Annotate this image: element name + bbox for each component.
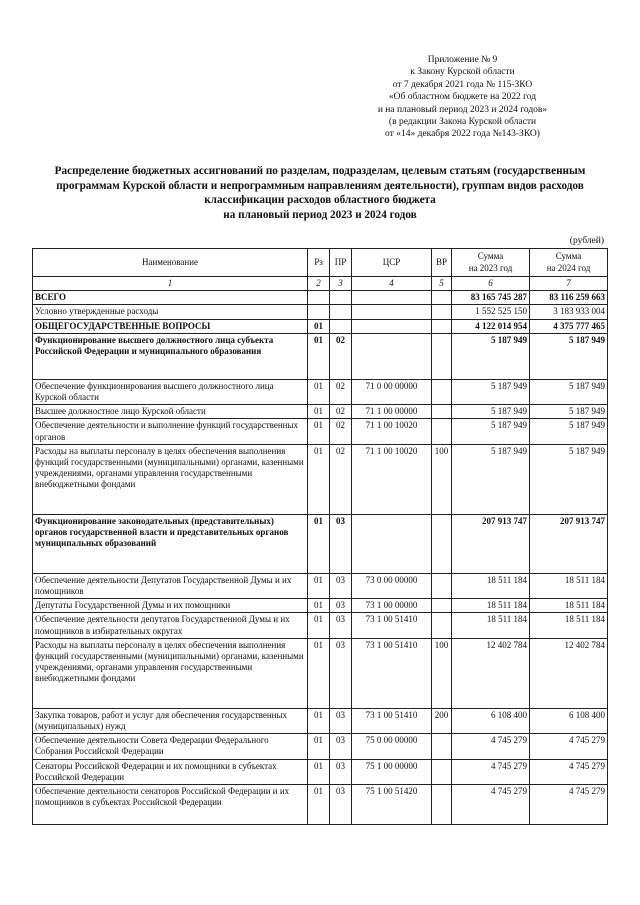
cell-rz — [308, 291, 330, 305]
cell-vr — [432, 319, 452, 333]
cell-pr: 02 — [330, 379, 352, 404]
table-row — [33, 734, 608, 759]
cell-sum-2023: 18 511 184 — [452, 613, 530, 638]
cell-pr: 03 — [330, 573, 352, 598]
table-row — [33, 573, 608, 598]
cell-sum-2023: 12 402 784 — [452, 638, 530, 708]
cell-sum-2024: 5 187 949 — [530, 419, 608, 444]
cell-sum-2023: 18 511 184 — [452, 573, 530, 598]
cell-name: Условно утвержденные расходы — [33, 305, 308, 319]
cell-rz: 01 — [308, 638, 330, 708]
cell-name: Депутаты Государственной Думы и их помощники — [33, 599, 308, 613]
cell-rz: 01 — [308, 708, 330, 733]
cell-csr: 71 0 00 00000 — [352, 379, 432, 404]
cell-vr — [432, 405, 452, 419]
index-cell: 4 — [352, 277, 432, 291]
table-row — [33, 638, 608, 708]
table-row — [33, 785, 608, 825]
index-cell: 5 — [432, 277, 452, 291]
header-csr: ЦСР — [352, 249, 432, 277]
budget-table — [32, 248, 608, 825]
cell-sum-2023: 1 552 525 150 — [452, 305, 530, 319]
cell-name: Расходы на выплаты персоналу в целях обеспечения выполнения функций государственными (муниципальными) органами, казенными учреждениями, органами управления государственными внебюджетными фондами — [33, 638, 308, 708]
appendix-line: и на плановый период 2023 и 2024 годов» — [377, 104, 548, 115]
cell-name: Функционирование высшего должностного лица субъекта Российской Федерации и муниципального образования — [33, 333, 308, 379]
cell-csr: 71 1 00 00000 — [352, 405, 432, 419]
table-row — [33, 613, 608, 638]
cell-sum-2024: 18 511 184 — [530, 599, 608, 613]
cell-rz: 01 — [308, 514, 330, 573]
cell-sum-2024: 6 108 400 — [530, 708, 608, 733]
cell-sum-2023: 4 745 279 — [452, 734, 530, 759]
cell-sum-2024: 18 511 184 — [530, 613, 608, 638]
cell-sum-2024: 4 745 279 — [530, 785, 608, 825]
cell-rz: 01 — [308, 319, 330, 333]
cell-sum-2024: 18 511 184 — [530, 573, 608, 598]
index-cell: 2 — [308, 277, 330, 291]
cell-pr: 03 — [330, 613, 352, 638]
cell-sum-2024: 12 402 784 — [530, 638, 608, 708]
index-cell: 7 — [530, 277, 608, 291]
cell-csr: 73 1 00 51410 — [352, 613, 432, 638]
cell-csr — [352, 291, 432, 305]
cell-name: Закупка товаров, работ и услуг для обеспечения государственных (муниципальных) нужд — [33, 708, 308, 733]
header-rz: Рз — [308, 249, 330, 277]
table-row — [33, 444, 608, 514]
table-row — [33, 291, 608, 305]
cell-rz: 01 — [308, 599, 330, 613]
table-row — [33, 708, 608, 733]
cell-name: Обеспечение деятельности сенаторов Российской Федерации и их помощников в субъектах Российской Федерации — [33, 785, 308, 825]
cell-rz — [308, 305, 330, 319]
cell-sum-2024: 5 187 949 — [530, 405, 608, 419]
cell-vr — [432, 419, 452, 444]
index-row — [33, 277, 608, 291]
cell-pr: 03 — [330, 785, 352, 825]
appendix-line: «Об областном бюджете на 2022 год — [388, 92, 537, 103]
cell-sum-2023: 5 187 949 — [452, 419, 530, 444]
cell-rz: 01 — [308, 419, 330, 444]
cell-name: Обеспечение деятельности Совета Федерации Федерального Собрания Российской Федерации — [33, 734, 308, 759]
cell-vr — [432, 573, 452, 598]
cell-csr — [352, 514, 432, 573]
cell-name: Сенаторы Российской Федерации и их помощники в субъектах Российской Федерации — [33, 759, 308, 784]
cell-pr: 03 — [330, 759, 352, 784]
header-name: Наименование — [33, 249, 308, 277]
cell-rz: 01 — [308, 759, 330, 784]
cell-sum-2023: 5 187 949 — [452, 444, 530, 514]
cell-rz: 01 — [308, 333, 330, 379]
cell-sum-2023: 5 187 949 — [452, 379, 530, 404]
index-cell: 6 — [452, 277, 530, 291]
cell-rz: 01 — [308, 379, 330, 404]
cell-csr — [352, 319, 432, 333]
cell-vr — [432, 333, 452, 379]
cell-vr — [432, 379, 452, 404]
cell-name: Обеспечение деятельности и выполнение функций государственных органов — [33, 419, 308, 444]
cell-sum-2024: 5 187 949 — [530, 333, 608, 379]
cell-vr — [432, 291, 452, 305]
cell-csr: 73 1 00 51410 — [352, 638, 432, 708]
cell-name: Расходы на выплаты персоналу в целях обеспечения выполнения функций государственными (муниципальными) органами, казенными учреждениями, органами управления государственными внебюджетными фондами — [33, 444, 308, 514]
table-row — [33, 319, 608, 333]
appendix-line: от «14» декабря 2022 года №143-ЗКО) — [385, 129, 540, 140]
cell-csr: 73 1 00 51410 — [352, 708, 432, 733]
cell-sum-2024: 4 375 777 465 — [530, 319, 608, 333]
units-label: (рублей) — [569, 236, 604, 246]
cell-sum-2023: 6 108 400 — [452, 708, 530, 733]
cell-csr: 75 1 00 51420 — [352, 785, 432, 825]
cell-csr: 75 0 00 00000 — [352, 734, 432, 759]
table-row — [33, 405, 608, 419]
cell-rz: 01 — [308, 613, 330, 638]
table-row — [33, 333, 608, 379]
cell-rz: 01 — [308, 785, 330, 825]
cell-sum-2024: 207 913 747 — [530, 514, 608, 573]
cell-pr: 02 — [330, 333, 352, 379]
cell-sum-2024: 3 183 933 004 — [530, 305, 608, 319]
cell-csr: 73 0 00 00000 — [352, 573, 432, 598]
cell-name: Обеспечение деятельности Депутатов Государственной Думы и их помощников — [33, 573, 308, 598]
cell-csr: 73 1 00 00000 — [352, 599, 432, 613]
cell-pr: 03 — [330, 638, 352, 708]
cell-pr: 03 — [330, 514, 352, 573]
cell-pr — [330, 319, 352, 333]
table-row — [33, 599, 608, 613]
cell-pr — [330, 291, 352, 305]
cell-sum-2023: 18 511 184 — [452, 599, 530, 613]
appendix-line: к Закону Курской области — [410, 67, 515, 78]
table-row — [33, 379, 608, 404]
header-sum-2023: Сумма на 2023 год — [452, 249, 530, 277]
cell-name: Обеспечение деятельности депутатов Государственной Думы и их помощников в избирательных округах — [33, 613, 308, 638]
cell-name: Высшее должностное лицо Курской области — [33, 405, 308, 419]
index-cell: 1 — [33, 277, 308, 291]
cell-rz: 01 — [308, 734, 330, 759]
cell-csr: 71 1 00 10020 — [352, 444, 432, 514]
cell-pr: 02 — [330, 405, 352, 419]
table-row — [33, 305, 608, 319]
cell-rz: 01 — [308, 444, 330, 514]
cell-vr — [432, 613, 452, 638]
cell-sum-2024: 5 187 949 — [530, 379, 608, 404]
cell-csr: 75 1 00 00000 — [352, 759, 432, 784]
appendix-header — [300, 54, 625, 141]
cell-sum-2023: 5 187 949 — [452, 405, 530, 419]
title-line: программам Курской области и непрограммным направлениям деятельности), группам видов расходов — [56, 179, 584, 192]
cell-sum-2024: 5 187 949 — [530, 444, 608, 514]
cell-sum-2024: 4 745 279 — [530, 759, 608, 784]
cell-vr — [432, 759, 452, 784]
table-header-row — [33, 249, 608, 277]
cell-pr: 02 — [330, 419, 352, 444]
title-line: на плановый период 2023 и 2024 годов — [223, 208, 417, 221]
cell-vr: 100 — [432, 638, 452, 708]
table-row — [33, 759, 608, 784]
cell-rz: 01 — [308, 405, 330, 419]
cell-sum-2023: 4 745 279 — [452, 785, 530, 825]
cell-vr: 200 — [432, 708, 452, 733]
cell-sum-2023: 4 745 279 — [452, 759, 530, 784]
title-line: классификации расходов областного бюджета — [204, 194, 436, 207]
cell-csr: 71 1 00 10020 — [352, 419, 432, 444]
cell-csr — [352, 305, 432, 319]
title-line: Распределение бюджетных ассигнований по разделам, подразделам, целевым статьям (государственным — [54, 165, 586, 177]
cell-pr: 02 — [330, 444, 352, 514]
index-cell: 3 — [330, 277, 352, 291]
cell-vr — [432, 514, 452, 573]
cell-vr — [432, 734, 452, 759]
header-sum-2024: Сумма на 2024 год — [530, 249, 608, 277]
appendix-line: от 7 декабря 2021 года № 115-ЗКО — [392, 79, 533, 90]
cell-pr: 03 — [330, 599, 352, 613]
cell-sum-2023: 4 122 014 954 — [452, 319, 530, 333]
cell-rz: 01 — [308, 573, 330, 598]
cell-sum-2023: 207 913 747 — [452, 514, 530, 573]
cell-pr: 03 — [330, 708, 352, 733]
cell-name: Функционирование законодательных (представительных) органов государственной власти и представительных органов муниципальных образований — [33, 514, 308, 573]
cell-csr — [352, 333, 432, 379]
cell-sum-2024: 4 745 279 — [530, 734, 608, 759]
table-row — [33, 419, 608, 444]
cell-pr — [330, 305, 352, 319]
cell-sum-2023: 5 187 949 — [452, 333, 530, 379]
header-vr: ВР — [432, 249, 452, 277]
cell-vr — [432, 599, 452, 613]
cell-name: ОБЩЕГОСУДАРСТВЕННЫЕ ВОПРОСЫ — [33, 319, 308, 333]
document-title — [22, 164, 618, 222]
appendix-line: (в редакции Закона Курской области — [388, 117, 537, 128]
cell-vr — [432, 785, 452, 825]
cell-vr — [432, 305, 452, 319]
cell-vr: 100 — [432, 444, 452, 514]
appendix-line: Приложение № 9 — [427, 55, 498, 65]
header-pr: ПР — [330, 249, 352, 277]
cell-pr: 03 — [330, 734, 352, 759]
cell-name: Обеспечение функционирования высшего должностного лица Курской области — [33, 379, 308, 404]
cell-sum-2023: 83 165 745 287 — [452, 291, 530, 305]
table-row — [33, 514, 608, 573]
cell-name: ВСЕГО — [33, 291, 308, 305]
cell-sum-2024: 83 116 259 663 — [530, 291, 608, 305]
